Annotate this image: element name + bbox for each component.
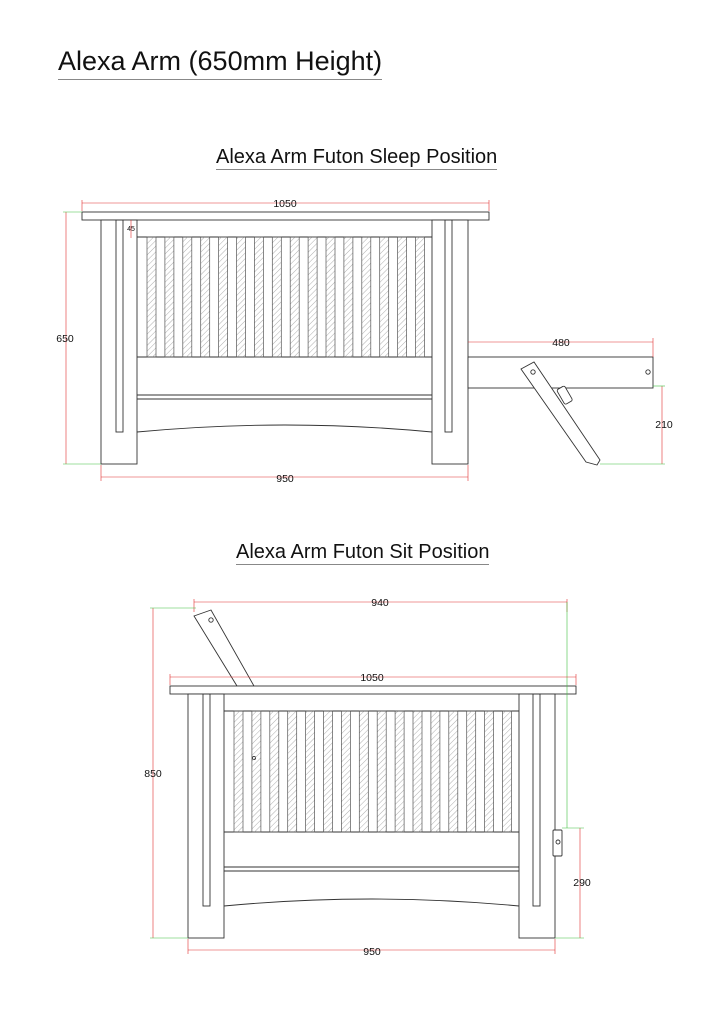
sleep-dim-top-width: 1050 [273,198,297,210]
sleep-position-title: Alexa Arm Futon Sleep Position [216,146,498,168]
slat [237,237,246,357]
slat [272,237,281,357]
slat [467,711,476,832]
slat [431,711,440,832]
slat [413,711,422,832]
sleep-dim-base-width: 950 [276,473,294,485]
slat [308,237,317,357]
sit-position-title: Alexa Arm Futon Sit Position [236,541,490,563]
slat [485,711,494,832]
slat [254,237,263,357]
slat [398,237,407,357]
slat [183,237,192,357]
slat [165,237,174,357]
slat [147,237,156,357]
sit-dim-base-width: 950 [363,946,381,958]
slat [362,237,371,357]
slat [201,237,210,357]
slat [416,237,425,357]
slat [288,711,297,832]
sit-frame [170,686,576,938]
sleep-dim-arm-depth: 45 [127,226,135,233]
sit-bracket [553,830,562,856]
sleep-slats [147,237,425,357]
sit-dim-overall-width: 940 [371,597,389,609]
sit-dim-height: 850 [144,768,162,780]
slat [344,237,353,357]
slat [326,237,335,357]
slat [341,711,350,832]
sleep-dim-extension: 480 [552,337,570,349]
sit-dim-top-width: 1050 [360,672,384,684]
slat [234,711,243,832]
slat [219,237,228,357]
sleep-extension [468,357,653,465]
slat [270,711,279,832]
slat [380,237,389,357]
slat [359,711,368,832]
slat [252,711,261,832]
sleep-dim-leg-height: 210 [655,419,673,431]
slat [449,711,458,832]
slat [395,711,404,832]
slat [290,237,299,357]
page-title: Alexa Arm (650mm Height) [58,44,382,80]
slat [324,711,333,832]
sleep-dim-height: 650 [56,333,74,345]
sit-slats [234,711,512,832]
slat [306,711,315,832]
sit-backrest [194,610,254,686]
slat [377,711,386,832]
slat [503,711,512,832]
sleep-frame [82,212,489,464]
sit-dim-bracket-height: 290 [573,877,591,889]
